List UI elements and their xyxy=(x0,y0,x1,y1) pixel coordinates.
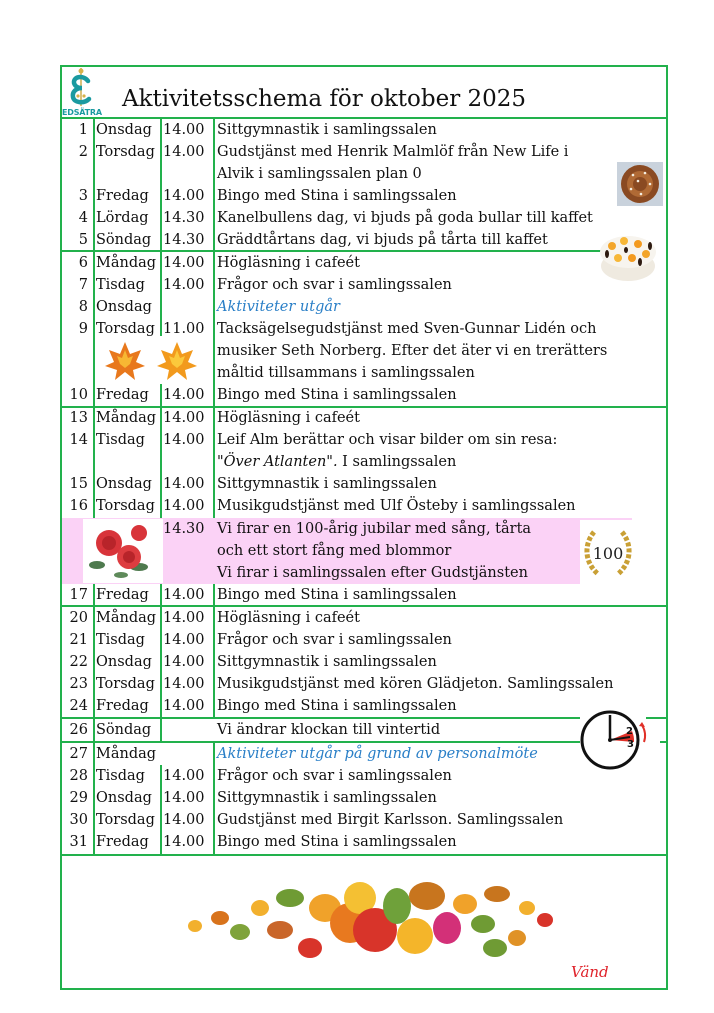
row-activity: Frågor och svar i samlingssalen xyxy=(217,632,452,648)
logo-icon xyxy=(62,66,100,112)
row-weekday: Onsdag xyxy=(96,299,152,315)
table-bottom-divider xyxy=(60,854,666,856)
trip-title: "Över Atlanten". xyxy=(217,454,338,470)
row-weekday: Torsdag xyxy=(96,498,155,514)
row-day: 16 xyxy=(69,498,88,514)
row-day: 24 xyxy=(69,698,88,714)
col-line-time xyxy=(213,118,215,718)
week-divider xyxy=(660,741,666,743)
row-weekday: Tisdag xyxy=(96,632,145,648)
row-weekday: Fredag xyxy=(96,587,149,603)
maple-leaves-image xyxy=(103,340,203,386)
row-time: 14.00 xyxy=(163,834,205,850)
row-time: 14.00 xyxy=(163,610,205,626)
row-activity: Alvik i samlingssalen plan 0 xyxy=(217,166,422,182)
roses-image xyxy=(83,519,163,583)
row-activity: Bingo med Stina i samlingssalen xyxy=(217,188,457,204)
row-activity: Tacksägelsegudstjänst med Sven-Gunnar Lidén och xyxy=(217,321,597,337)
row-time: 14.00 xyxy=(163,410,205,426)
row-weekday: Onsdag xyxy=(96,122,152,138)
row-activity: Bingo med Stina i samlingssalen xyxy=(217,387,457,403)
row-activity: Högläsning i cafeét xyxy=(217,610,360,626)
clock-number-2: 2 xyxy=(626,726,633,737)
row-activity: Vi firar i samlingssalen efter Gudstjänsten xyxy=(217,565,528,581)
row-activity: Sittgymnastik i samlingssalen xyxy=(217,476,437,492)
row-activity: Frågor och svar i samlingssalen xyxy=(217,277,452,293)
badge-100-text: 100 xyxy=(592,544,624,563)
row-weekday: Fredag xyxy=(96,834,149,850)
autumn-leaves-icon xyxy=(165,868,565,978)
row-day: 27 xyxy=(69,746,88,762)
row-time: 14.00 xyxy=(163,277,205,293)
row-weekday: Tisdag xyxy=(96,277,145,293)
row-weekday: Söndag xyxy=(96,232,152,248)
row-weekday: Torsdag xyxy=(96,144,155,160)
jubilee-100-badge xyxy=(580,520,636,584)
row-weekday: Måndag xyxy=(96,610,157,626)
row-activity: Högläsning i cafeét xyxy=(217,410,360,426)
row-time: 14.30 xyxy=(163,232,205,248)
row-activity: Vi firar en 100-årig jubilar med sång, tårta xyxy=(217,521,532,537)
row-weekday: Måndag xyxy=(96,410,157,426)
row-day: 7 xyxy=(78,277,88,293)
row-day: 22 xyxy=(69,654,88,670)
row-day: 31 xyxy=(69,834,88,850)
cream-cake-image xyxy=(598,228,658,284)
row-weekday: Onsdag xyxy=(96,654,152,670)
row-weekday: Fredag xyxy=(96,188,149,204)
row-day: 1 xyxy=(78,122,88,138)
row-day: 9 xyxy=(78,321,88,337)
row-time: 14.00 xyxy=(163,587,205,603)
clock-number-3: 3 xyxy=(627,739,634,750)
row-weekday: Måndag xyxy=(96,746,157,762)
row-day: 2 xyxy=(78,144,88,160)
row-activity: Vi ändrar klockan till vintertid xyxy=(217,722,441,738)
row-activity: måltid tillsammans i samlingssalen xyxy=(217,365,475,381)
row-weekday: Måndag xyxy=(96,255,157,271)
clock-icon xyxy=(578,706,652,772)
row-activity: och ett stort fång med blommor xyxy=(217,543,452,559)
row-time: 14.00 xyxy=(163,812,205,828)
trip-location: I samlingssalen xyxy=(337,454,457,470)
row-weekday: Lördag xyxy=(96,210,149,226)
row-time: 14.00 xyxy=(163,768,205,784)
row-weekday: Onsdag xyxy=(96,476,152,492)
row-activity: Frågor och svar i samlingssalen xyxy=(217,768,452,784)
row-time: 14.00 xyxy=(163,144,205,160)
row-day: 14 xyxy=(69,432,88,448)
row-activity: Aktiviteter utgår på grund av personalmöte xyxy=(217,746,538,762)
row-time: 14.00 xyxy=(163,632,205,648)
row-day: 17 xyxy=(69,587,88,603)
turn-page-label: Vänd xyxy=(571,963,609,981)
row-weekday: Onsdag xyxy=(96,790,152,806)
row-time: 14.00 xyxy=(163,790,205,806)
row-activity: Kanelbullens dag, vi bjuds på goda bullar till kaffet xyxy=(217,210,593,226)
row-day: 28 xyxy=(69,768,88,784)
cream-cake-icon xyxy=(598,228,658,284)
row-day: 20 xyxy=(69,610,88,626)
row-time: 14.00 xyxy=(163,698,205,714)
row-day: 13 xyxy=(69,410,88,426)
row-activity: musiker Seth Norberg. Efter det äter vi en trerätters xyxy=(217,343,608,359)
row-activity: Gräddtårtans dag, vi bjuds på tårta till kaffet xyxy=(217,232,548,248)
row-weekday: Torsdag xyxy=(96,812,155,828)
clock-image xyxy=(578,706,652,772)
row-weekday: Tisdag xyxy=(96,768,145,784)
row-day: 8 xyxy=(78,299,88,315)
row-day: 26 xyxy=(69,722,88,738)
row-weekday: Torsdag xyxy=(96,321,155,337)
laurel-wreath-icon xyxy=(580,520,636,584)
col-line-weekday xyxy=(160,118,162,336)
row-activity: Gudstjänst med Henrik Malmlöf från New Life i xyxy=(217,144,569,160)
row-activity: Aktiviteter utgår xyxy=(217,299,340,315)
row-activity xyxy=(217,451,456,473)
row-activity: Bingo med Stina i samlingssalen xyxy=(217,587,457,603)
col-line-time xyxy=(213,742,215,855)
autumn-leaves-decoration xyxy=(165,868,565,978)
row-day: 15 xyxy=(69,476,88,492)
row-time: 14.00 xyxy=(163,476,205,492)
row-activity: Bingo med Stina i samlingssalen xyxy=(217,698,457,714)
row-activity: Musikgudstjänst med kören Glädjeton. Samlingssalen xyxy=(217,676,614,692)
row-time: 11.00 xyxy=(163,321,205,337)
row-activity: Sittgymnastik i samlingssalen xyxy=(217,122,437,138)
row-time: 14.00 xyxy=(163,676,205,692)
row-activity: Bingo med Stina i samlingssalen xyxy=(217,834,457,850)
row-activity: Gudstjänst med Birgit Karlsson. Samlingssalen xyxy=(217,812,564,828)
row-day: 29 xyxy=(69,790,88,806)
row-day: 10 xyxy=(69,387,88,403)
row-activity: Musikgudstjänst med Ulf Östeby i samlingssalen xyxy=(217,498,576,514)
row-time: 14.30 xyxy=(163,210,205,226)
row-time: 14.00 xyxy=(163,255,205,271)
row-day: 5 xyxy=(78,232,88,248)
row-time: 14.00 xyxy=(163,188,205,204)
row-day: 21 xyxy=(69,632,88,648)
row-weekday: Fredag xyxy=(96,698,149,714)
col-line-weekday xyxy=(160,765,162,855)
row-weekday: Fredag xyxy=(96,387,149,403)
row-activity: Leif Alm berättar och visar bilder om sin resa: xyxy=(217,432,558,448)
row-activity: Sittgymnastik i samlingssalen xyxy=(217,654,437,670)
row-day: 30 xyxy=(69,812,88,828)
row-weekday: Söndag xyxy=(96,722,152,738)
row-time: 14.00 xyxy=(163,387,205,403)
maple-leaf-icon xyxy=(103,340,203,386)
row-day: 6 xyxy=(78,255,88,271)
row-time: 14.00 xyxy=(163,654,205,670)
row-activity: Sittgymnastik i samlingssalen xyxy=(217,790,437,806)
col-line-day xyxy=(93,118,95,855)
row-weekday: Tisdag xyxy=(96,432,145,448)
roses-icon xyxy=(83,519,163,583)
logo-text: EDSÄTRA xyxy=(62,108,102,117)
row-time: 14.00 xyxy=(163,498,205,514)
cinnamon-bun-image xyxy=(617,162,663,206)
row-time: 14.30 xyxy=(163,521,205,537)
row-day: 23 xyxy=(69,676,88,692)
row-weekday: Torsdag xyxy=(96,676,155,692)
page-title: Aktivitetsschema för oktober 2025 xyxy=(122,86,527,112)
cinnamon-bun-icon xyxy=(617,162,663,206)
row-time: 14.00 xyxy=(163,122,205,138)
row-day: 4 xyxy=(78,210,88,226)
row-activity: Högläsning i cafeét xyxy=(217,255,360,271)
row-time: 14.00 xyxy=(163,432,205,448)
row-day: 3 xyxy=(78,188,88,204)
